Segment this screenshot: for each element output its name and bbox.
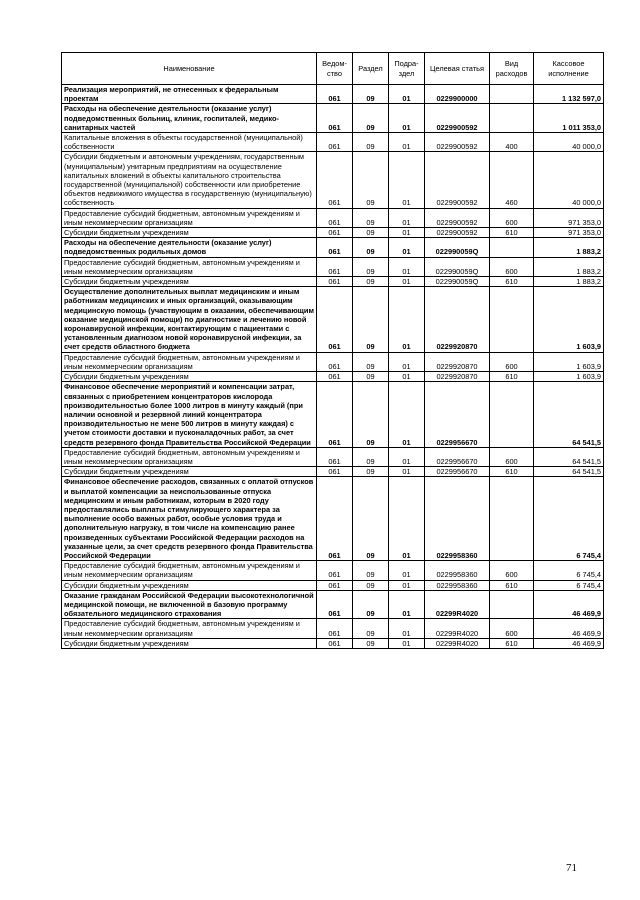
row-cash-execution: 64 541,5: [534, 382, 604, 447]
row-vedomstvo: 061: [317, 238, 353, 257]
row-cash-execution: 46 469,9: [534, 619, 604, 638]
row-target-article: 022990059Q: [425, 277, 490, 287]
row-expense-type: [490, 590, 534, 619]
row-expense-type: 600: [490, 561, 534, 580]
row-razdel: 09: [353, 104, 389, 133]
header-expense-type: Вид расходов: [490, 53, 534, 85]
row-vedomstvo: 061: [317, 277, 353, 287]
row-cash-execution: 1 603,9: [534, 372, 604, 382]
row-expense-type: [490, 477, 534, 561]
row-name: Расходы на обеспечение деятельности (оказание услуг) подведомственных родильных домов: [62, 238, 317, 257]
row-target-article: 0229900592: [425, 152, 490, 208]
row-podrazdel: 01: [389, 238, 425, 257]
row-name: Финансовое обеспечение расходов, связанных с оплатой отпусков и выплатой компенсации за неиспользованные отпуска медицинским и иным работникам, которым в 2020 году предоставлялись выплаты стимулирующего характера за выполнение особо важных работ, особые условия труда и дополнительную нагрузку, в том числе на компенсацию ранее произведенных субъектами Российской Федерации расходов на указанные цели, за счет средств резервного фонда Правительства Российской Федерации: [62, 477, 317, 561]
table-row: [62, 257, 604, 276]
row-target-article: 0229900000: [425, 85, 490, 104]
row-podrazdel: 01: [389, 152, 425, 208]
row-podrazdel: 01: [389, 477, 425, 561]
row-cash-execution: 40 000,0: [534, 133, 604, 152]
budget-execution-table: [61, 52, 604, 649]
row-name: Капитальные вложения в объекты государственной (муниципальной) собственности: [62, 133, 317, 152]
row-razdel: 09: [353, 238, 389, 257]
row-podrazdel: 01: [389, 208, 425, 227]
row-cash-execution: 64 541,5: [534, 467, 604, 477]
row-name: Финансовое обеспечение мероприятий и компенсации затрат, связанных с приобретением концентраторов кислорода производительностью более 1000 литров в минуту каждый (при наличии основной и резервной линий концентратора производительностью не мене 500 литров в минуту каждая) с учетом стоимости доставки и пусконаладочных работ, за счет средств резервного фонда Правительства Российской Федерации: [62, 382, 317, 447]
row-expense-type: 610: [490, 372, 534, 382]
row-target-article: 0229956670: [425, 447, 490, 466]
row-razdel: 09: [353, 619, 389, 638]
row-cash-execution: 46 469,9: [534, 638, 604, 648]
row-cash-execution: 1 011 353,0: [534, 104, 604, 133]
row-vedomstvo: 061: [317, 372, 353, 382]
row-name: Оказание гражданам Российской Федерации высокотехнологичной медицинской помощи, не включенной в базовую программу обязательного медицинского страхования: [62, 590, 317, 619]
row-podrazdel: 01: [389, 372, 425, 382]
table-row: [62, 477, 604, 561]
row-target-article: 0229956670: [425, 467, 490, 477]
table-row: [62, 580, 604, 590]
row-vedomstvo: 061: [317, 382, 353, 447]
table-row: [62, 590, 604, 619]
row-razdel: 09: [353, 447, 389, 466]
row-name: Предоставление субсидий бюджетным, автономным учреждениям и иным некоммерческим организациям: [62, 257, 317, 276]
table-row: [62, 352, 604, 371]
row-target-article: 0229900592: [425, 228, 490, 238]
row-podrazdel: 01: [389, 467, 425, 477]
row-razdel: 09: [353, 561, 389, 580]
row-razdel: 09: [353, 133, 389, 152]
row-cash-execution: 40 000,0: [534, 152, 604, 208]
row-cash-execution: 1 603,9: [534, 287, 604, 352]
row-vedomstvo: 061: [317, 561, 353, 580]
row-target-article: 0229920870: [425, 352, 490, 371]
row-podrazdel: 01: [389, 447, 425, 466]
table-header-row: [62, 53, 604, 85]
row-cash-execution: 64 541,5: [534, 447, 604, 466]
row-razdel: 09: [353, 287, 389, 352]
row-target-article: 0229900592: [425, 133, 490, 152]
row-podrazdel: 01: [389, 287, 425, 352]
row-expense-type: 600: [490, 257, 534, 276]
row-vedomstvo: 061: [317, 477, 353, 561]
row-expense-type: 610: [490, 638, 534, 648]
row-podrazdel: 01: [389, 104, 425, 133]
row-expense-type: 610: [490, 228, 534, 238]
row-cash-execution: 1 883,2: [534, 277, 604, 287]
row-target-article: 022990059Q: [425, 238, 490, 257]
table-row: [62, 152, 604, 208]
row-podrazdel: 01: [389, 619, 425, 638]
header-name: Наименование: [62, 53, 317, 85]
row-vedomstvo: 061: [317, 287, 353, 352]
row-name: Субсидии бюджетным учреждениям: [62, 228, 317, 238]
row-vedomstvo: 061: [317, 133, 353, 152]
row-expense-type: 400: [490, 133, 534, 152]
table-row: [62, 467, 604, 477]
row-name: Реализация мероприятий, не отнесенных к федеральным проектам: [62, 85, 317, 104]
row-target-article: 0229920870: [425, 372, 490, 382]
row-cash-execution: 6 745,4: [534, 580, 604, 590]
table-row: [62, 238, 604, 257]
row-razdel: 09: [353, 352, 389, 371]
row-razdel: 09: [353, 590, 389, 619]
row-name: Предоставление субсидий бюджетным, автономным учреждениям и иным некоммерческим организациям: [62, 561, 317, 580]
row-vedomstvo: 061: [317, 104, 353, 133]
row-target-article: 022990059Q: [425, 257, 490, 276]
row-vedomstvo: 061: [317, 467, 353, 477]
header-podrazdel: Подра-здел: [389, 53, 425, 85]
row-razdel: 09: [353, 257, 389, 276]
table-row: [62, 561, 604, 580]
row-podrazdel: 01: [389, 277, 425, 287]
row-podrazdel: 01: [389, 561, 425, 580]
row-cash-execution: 1 883,2: [534, 257, 604, 276]
table-body: [62, 85, 604, 649]
row-expense-type: [490, 85, 534, 104]
row-razdel: 09: [353, 85, 389, 104]
row-razdel: 09: [353, 638, 389, 648]
row-vedomstvo: 061: [317, 580, 353, 590]
row-vedomstvo: 061: [317, 638, 353, 648]
row-razdel: 09: [353, 208, 389, 227]
row-expense-type: 600: [490, 352, 534, 371]
row-expense-type: [490, 238, 534, 257]
row-name: Субсидии бюджетным учреждениям: [62, 372, 317, 382]
table-row: [62, 133, 604, 152]
row-podrazdel: 01: [389, 85, 425, 104]
row-expense-type: [490, 287, 534, 352]
row-podrazdel: 01: [389, 638, 425, 648]
row-name: Субсидии бюджетным учреждениям: [62, 467, 317, 477]
row-expense-type: 600: [490, 447, 534, 466]
row-vedomstvo: 061: [317, 208, 353, 227]
row-cash-execution: 1 883,2: [534, 238, 604, 257]
row-expense-type: 600: [490, 619, 534, 638]
table-row: [62, 447, 604, 466]
row-podrazdel: 01: [389, 228, 425, 238]
row-target-article: 02299R4020: [425, 638, 490, 648]
row-expense-type: 610: [490, 277, 534, 287]
table-row: [62, 277, 604, 287]
row-name: Субсидии бюджетным учреждениям: [62, 277, 317, 287]
table-row: [62, 228, 604, 238]
row-podrazdel: 01: [389, 133, 425, 152]
row-vedomstvo: 061: [317, 590, 353, 619]
row-razdel: 09: [353, 228, 389, 238]
row-podrazdel: 01: [389, 580, 425, 590]
header-cash-execution: Кассовое исполнение: [534, 53, 604, 85]
row-vedomstvo: 061: [317, 152, 353, 208]
row-target-article: 0229956670: [425, 382, 490, 447]
row-expense-type: 610: [490, 467, 534, 477]
row-cash-execution: 971 353,0: [534, 228, 604, 238]
row-target-article: 0229958360: [425, 580, 490, 590]
row-name: Субсидии бюджетным и автономным учреждениям, государственным (муниципальным) унитарным предприятиям на осуществление капитальных вложений в объекты капитального строительства государственной (муниципальной) собственности или приобретение объектов недвижимого имущества в государственную (муниципальную) собственность: [62, 152, 317, 208]
row-cash-execution: 1 603,9: [534, 352, 604, 371]
row-name: Субсидии бюджетным учреждениям: [62, 580, 317, 590]
row-cash-execution: 6 745,4: [534, 561, 604, 580]
row-podrazdel: 01: [389, 257, 425, 276]
row-razdel: 09: [353, 382, 389, 447]
row-expense-type: 600: [490, 208, 534, 227]
row-expense-type: [490, 382, 534, 447]
row-razdel: 09: [353, 372, 389, 382]
table-row: [62, 287, 604, 352]
row-expense-type: 460: [490, 152, 534, 208]
table-row: [62, 208, 604, 227]
row-target-article: 0229900592: [425, 208, 490, 227]
header-razdel: Раздел: [353, 53, 389, 85]
row-vedomstvo: 061: [317, 447, 353, 466]
row-name: Субсидии бюджетным учреждениям: [62, 638, 317, 648]
row-vedomstvo: 061: [317, 619, 353, 638]
row-name: Расходы на обеспечение деятельности (оказание услуг) подведомственных больниц, клиник, госпиталей, медико-санитарных частей: [62, 104, 317, 133]
row-vedomstvo: 061: [317, 85, 353, 104]
row-target-article: 02299R4020: [425, 590, 490, 619]
row-target-article: 02299R4020: [425, 619, 490, 638]
row-name: Предоставление субсидий бюджетным, автономным учреждениям и иным некоммерческим организациям: [62, 208, 317, 227]
row-podrazdel: 01: [389, 352, 425, 371]
row-podrazdel: 01: [389, 590, 425, 619]
table-row: [62, 382, 604, 447]
row-razdel: 09: [353, 277, 389, 287]
row-target-article: 0229958360: [425, 561, 490, 580]
row-vedomstvo: 061: [317, 257, 353, 276]
row-name: Предоставление субсидий бюджетным, автономным учреждениям и иным некоммерческим организациям: [62, 447, 317, 466]
table-row: [62, 85, 604, 104]
row-expense-type: 610: [490, 580, 534, 590]
row-target-article: 0229900592: [425, 104, 490, 133]
row-podrazdel: 01: [389, 382, 425, 447]
row-razdel: 09: [353, 467, 389, 477]
row-vedomstvo: 061: [317, 228, 353, 238]
row-cash-execution: 971 353,0: [534, 208, 604, 227]
table-row: [62, 619, 604, 638]
row-expense-type: [490, 104, 534, 133]
row-target-article: 0229958360: [425, 477, 490, 561]
row-target-article: 0229920870: [425, 287, 490, 352]
page-number: 71: [566, 862, 577, 874]
header-vedomstvo: Ведом-ство: [317, 53, 353, 85]
header-target-article: Целевая статья: [425, 53, 490, 85]
row-name: Предоставление субсидий бюджетным, автономным учреждениям и иным некоммерческим организациям: [62, 619, 317, 638]
row-name: Осуществление дополнительных выплат медицинским и иным работникам медицинских и иных организаций, оказывающим медицинскую помощь (участвующим в оказании, обеспечивающим оказание медицинской помощи) по диагностике и лечению новой коронавирусной инфекции, контактирующим с пациентами с установленным диагнозом новой коронавирусной инфекции, за счет средств областного бюджета: [62, 287, 317, 352]
row-vedomstvo: 061: [317, 352, 353, 371]
row-razdel: 09: [353, 152, 389, 208]
row-razdel: 09: [353, 477, 389, 561]
row-cash-execution: 46 469,9: [534, 590, 604, 619]
row-cash-execution: 6 745,4: [534, 477, 604, 561]
table-row: [62, 372, 604, 382]
table-row: [62, 638, 604, 648]
row-razdel: 09: [353, 580, 389, 590]
row-name: Предоставление субсидий бюджетным, автономным учреждениям и иным некоммерческим организациям: [62, 352, 317, 371]
table-row: [62, 104, 604, 133]
row-cash-execution: 1 132 597,0: [534, 85, 604, 104]
